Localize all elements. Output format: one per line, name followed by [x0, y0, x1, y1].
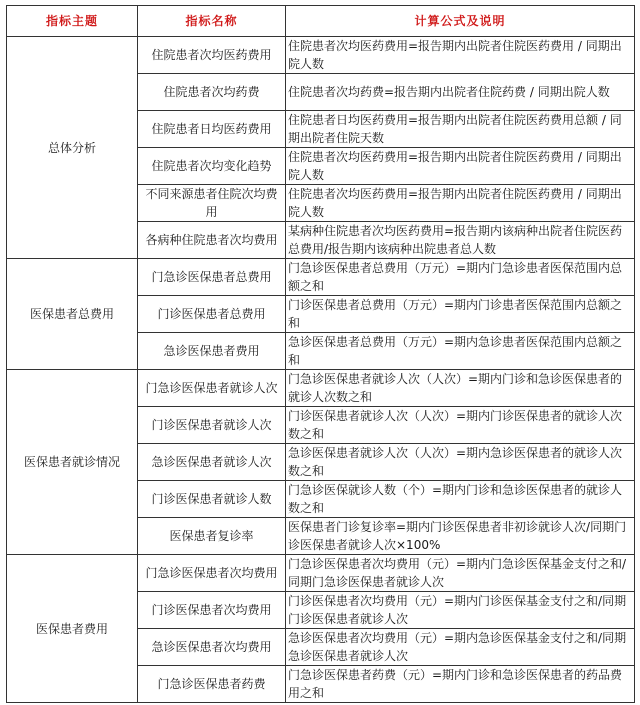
table-row	[7, 555, 635, 592]
metric-formula: 住院患者日均医药费用=报告期内出院者住院医药费用总额 / 同期出院者住院天数	[286, 111, 635, 148]
metric-formula: 医保患者门诊复诊率=期内门诊医保患者非初诊就诊人次/同期门诊医保患者就诊人次×100%	[286, 518, 635, 555]
metric-formula: 门急诊医保患者次均费用（元）=期内门急诊医保基金支付之和/同期门急诊医保患者就诊人次	[286, 555, 635, 592]
header-formula: 计算公式及说明	[286, 6, 635, 37]
header-topic: 指标主题	[7, 6, 138, 37]
topic-cell: 医保患者总费用	[7, 259, 138, 370]
table-row	[7, 37, 635, 74]
metric-formula: 门急诊医保就诊人数（个）=期内门诊和急诊医保患者的就诊人数之和	[286, 481, 635, 518]
metrics-table	[6, 5, 635, 703]
metric-formula: 住院患者次均医药费用=报告期内出院者住院医药费用 / 同期出院人数	[286, 37, 635, 74]
metric-formula: 门诊医保患者就诊人次（人次）=期内门诊医保患者的就诊人次数之和	[286, 407, 635, 444]
metric-formula: 门急诊医保患者药费（元）=期内门诊和急诊医保患者的药品费用之和	[286, 666, 635, 703]
metric-name: 急诊医保患者费用	[138, 333, 286, 370]
metric-formula: 门诊医保患者总费用（万元）=期内门诊患者医保范围内总额之和	[286, 296, 635, 333]
topic-cell: 医保患者就诊情况	[7, 370, 138, 555]
metric-formula: 门诊医保患者次均费用（元）=期内门诊医保基金支付之和/同期门诊医保患者就诊人次	[286, 592, 635, 629]
metric-name: 住院患者次均医药费用	[138, 37, 286, 74]
metric-name: 门急诊医保患者药费	[138, 666, 286, 703]
metric-formula: 住院患者次均医药费用=报告期内出院者住院医药费用 / 同期出院人数	[286, 148, 635, 185]
metric-name: 门急诊医保患者次均费用	[138, 555, 286, 592]
metric-name: 不同来源患者住院次均费用	[138, 185, 286, 222]
metric-formula: 住院患者次均药费=报告期内出院者住院药费 / 同期出院人数	[286, 74, 635, 111]
table-header-row	[7, 6, 635, 37]
metric-name: 门急诊医保患者就诊人次	[138, 370, 286, 407]
metric-formula: 急诊医保患者总费用（万元）=期内急诊患者医保范围内总额之和	[286, 333, 635, 370]
metric-formula: 门急诊医保患者就诊人次（人次）=期内门诊和急诊医保患者的就诊人次数之和	[286, 370, 635, 407]
metric-name: 门诊医保患者总费用	[138, 296, 286, 333]
metric-name: 住院患者日均医药费用	[138, 111, 286, 148]
metric-formula: 住院患者次均医药费用=报告期内出院者住院医药费用 / 同期出院人数	[286, 185, 635, 222]
metric-name: 门诊医保患者次均费用	[138, 592, 286, 629]
metric-formula: 某病种住院患者次均医药费用=报告期内该病种出院者住院医药总费用/报告期内该病种出院患者总人数	[286, 222, 635, 259]
metric-name: 医保患者复诊率	[138, 518, 286, 555]
topic-cell: 总体分析	[7, 37, 138, 259]
table-row	[7, 259, 635, 296]
metric-formula: 门急诊医保患者总费用（万元）=期内门急诊患者医保范围内总额之和	[286, 259, 635, 296]
metric-name: 各病种住院患者次均费用	[138, 222, 286, 259]
metric-name: 门诊医保患者就诊人次	[138, 407, 286, 444]
header-name: 指标名称	[138, 6, 286, 37]
metric-formula: 急诊医保患者就诊人次（人次）=期内急诊医保患者的就诊人次数之和	[286, 444, 635, 481]
metric-name: 门急诊医保患者总费用	[138, 259, 286, 296]
metric-name: 住院患者次均变化趋势	[138, 148, 286, 185]
topic-cell: 医保患者费用	[7, 555, 138, 703]
metric-formula: 急诊医保患者次均费用（元）=期内急诊医保基金支付之和/同期急诊医保患者就诊人次	[286, 629, 635, 666]
metric-name: 急诊医保患者次均费用	[138, 629, 286, 666]
metric-name: 住院患者次均药费	[138, 74, 286, 111]
table-row	[7, 370, 635, 407]
metric-name: 门诊医保患者就诊人数	[138, 481, 286, 518]
metric-name: 急诊医保患者就诊人次	[138, 444, 286, 481]
